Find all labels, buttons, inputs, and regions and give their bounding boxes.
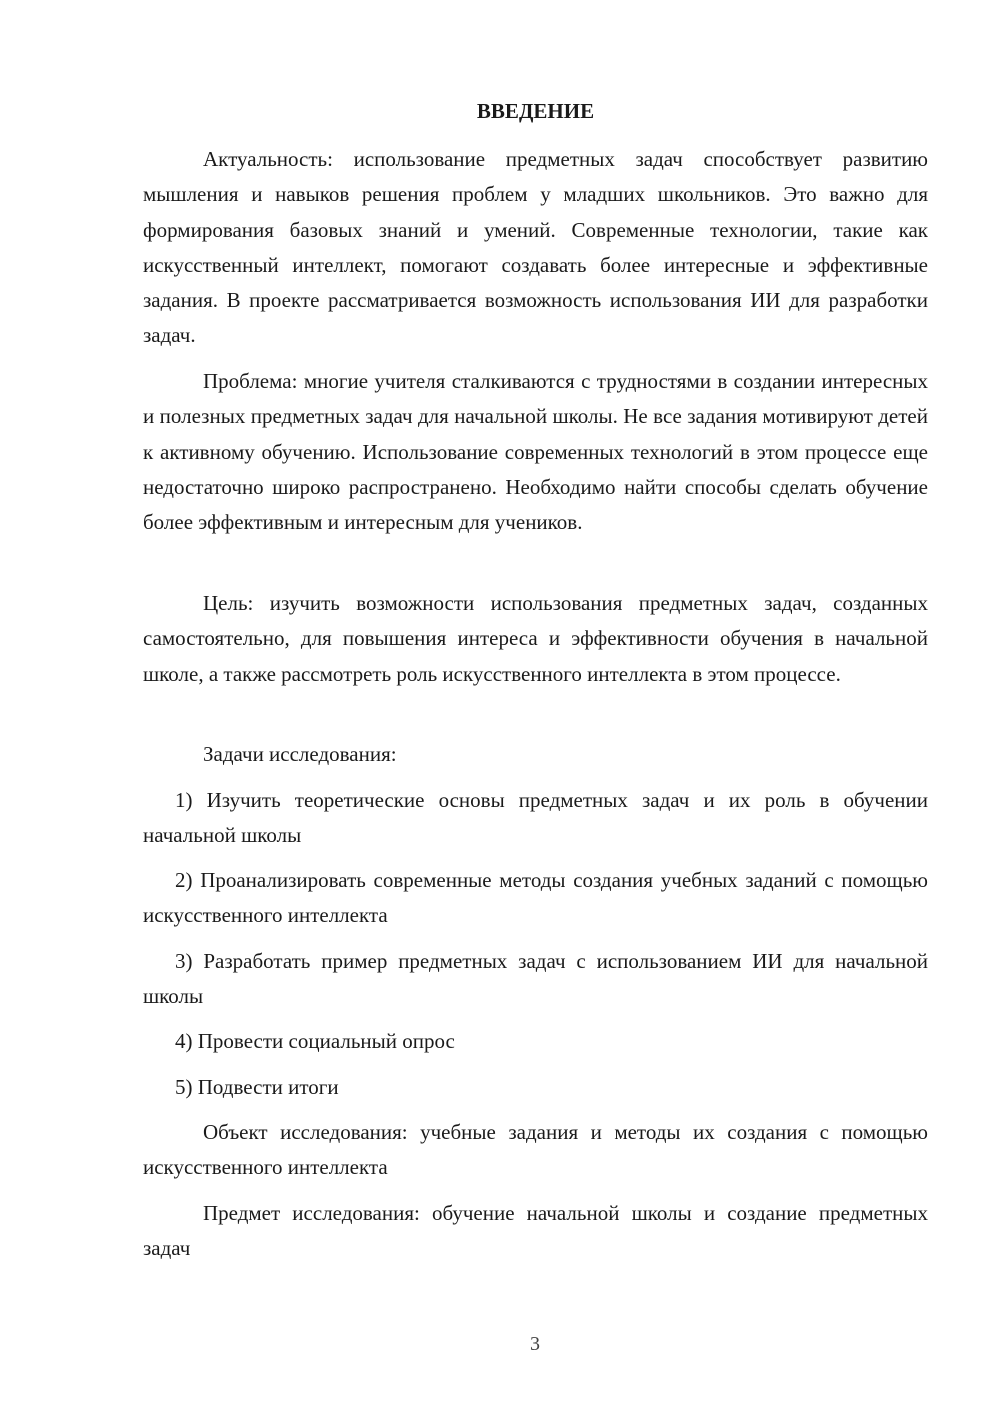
- task-item: 3) Разработать пример предметных задач с использованием ИИ для начальной школы: [143, 949, 928, 1009]
- paragraph-relevance: Актуальность: использование предметных задач способствует развитию мышления и навыков решения проблем у младших школьников. Это важно для формирования базовых знаний и умений. Современные технологии, такие как искусственный интеллект, помогают создавать более интересные и эффективные задания. В проекте рассматривается возможность использования ИИ для разработки задач.: [143, 147, 928, 348]
- tasks-heading: Задачи исследования:: [203, 742, 397, 766]
- page-number: 3: [530, 1333, 540, 1355]
- section-title: ВВЕДЕНИЕ: [476, 99, 595, 123]
- paragraph-subject: Предмет исследования: обучение начальной школы и создание предметных задач: [143, 1201, 928, 1261]
- task-item: 4) Провести социальный опрос: [175, 1029, 455, 1053]
- task-item: 2) Проанализировать современные методы создания учебных заданий с помощью искусственного интеллекта: [143, 868, 928, 928]
- paragraph-problem: Проблема: многие учителя сталкиваются с трудностями в создании интересных и полезных предметных задач для начальной школы. Не все задания мотивируют детей к активному обучению. Использование современных технологий в этом процессе еще недостаточно широко распространено. Необходимо найти способы сделать обучение более эффективным и интересным для учеников.: [143, 369, 928, 535]
- paragraph-goal: Цель: изучить возможности использования предметных задач, созданных самостоятельно, для повышения интереса и эффективности обучения в начальной школе, а также рассмотреть роль искусственного интеллекта в этом процессе.: [143, 591, 928, 686]
- task-item: 1) Изучить теоретические основы предметных задач и их роль в обучении начальной школы: [143, 788, 928, 848]
- paragraph-object: Объект исследования: учебные задания и методы их создания с помощью искусственного интеллекта: [143, 1120, 928, 1180]
- task-item: 5) Подвести итоги: [175, 1075, 339, 1099]
